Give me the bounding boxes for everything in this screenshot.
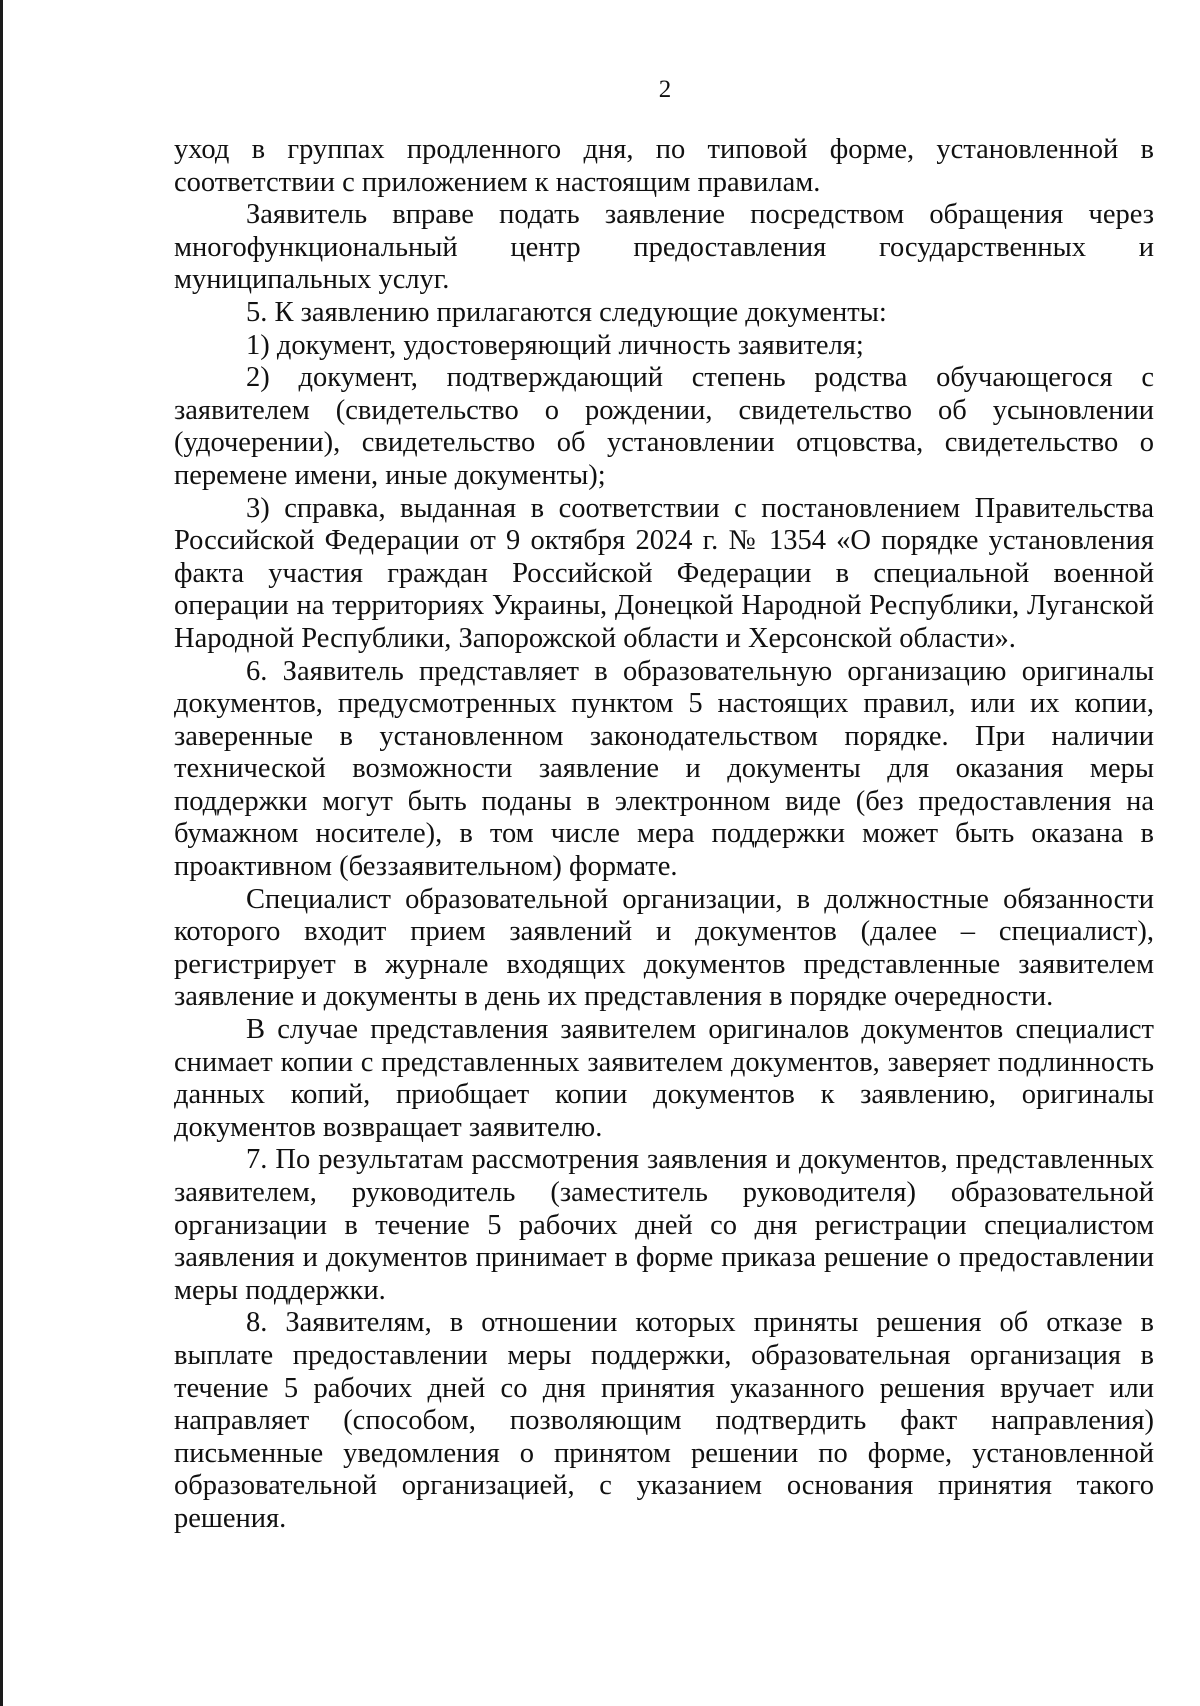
- paragraph-item-8: 8. Заявителям, в отношении которых приняты решения об отказе в выплате предоставлении меры поддержки, образовательная организация в течение 5 рабочих дней со дня принятия указанного решения вручает или направляет (способом, позволяющим подтвердить факт направления) письменные уведомления о принятом решении по форме, установленной образовательной организацией, с указанием основания принятия такого решения.: [174, 1307, 1154, 1534]
- paragraph-mfc-submission: Заявитель вправе подать заявление посредством обращения через многофункциональный центр предоставления государственных и муниципальных услуг.: [174, 199, 1154, 296]
- page-number: 2: [658, 76, 672, 103]
- paragraph-item-5: 5. К заявлению прилагаются следующие документы:: [246, 296, 887, 328]
- paragraph-item-6: 6. Заявитель представляет в образовательную организацию оригиналы документов, предусмотренных пунктом 5 настоящих правил, или их копии, заверенные в установленном законодательством порядке. При наличии технической возможности заявление и документы для оказания меры поддержки могут быть поданы в электронном виде (без предоставления на бумажном носителе), в том числе мера поддержки может быть оказана в проактивном (беззаявительном) формате.: [174, 655, 1154, 883]
- paragraph-item-5-2: 2) документ, подтверждающий степень родства обучающегося с заявителем (свидетельство о рождении, свидетельство об усыновлении (удочерении), свидетельство об установлении отцовства, свидетельство о перемене имени, иные документы);: [174, 362, 1154, 491]
- paragraph-continuation: уход в группах продленного дня, по типовой форме, установленной в соответствии с приложением к настоящим правилам.: [174, 134, 1154, 198]
- paragraph-item-5-3: 3) справка, выданная в соответствии с постановлением Правительства Российской Федерации от 9 октября 2024 г. № 1354 «О порядке установления факта участия граждан Российской Федерации в специальной военной операции на территориях Украины, Донецкой Народной Республики, Луганской Народной Республики, Запорожской области и Херсонской области».: [174, 492, 1154, 654]
- paragraph-item-7: 7. По результатам рассмотрения заявления и документов, представленных заявителем, руководитель (заместитель руководителя) образовательной организации в течение 5 рабочих дней со дня регистрации специалистом заявления и документов принимает в форме приказа решение о предоставлении меры поддержки.: [174, 1144, 1154, 1306]
- document-body: [174, 134, 1154, 1536]
- scan-edge-line: [0, 0, 3, 1706]
- paragraph-specialist: Специалист образовательной организации, в должностные обязанности которого входит прием заявлений и документов (далее – специалист), регистрирует в журнале входящих документов представленные заявителем заявление и документы в день их представления в порядке очередности.: [174, 883, 1154, 1013]
- paragraph-item-5-1: 1) документ, удостоверяющий личность заявителя;: [246, 329, 864, 361]
- paragraph-originals: В случае представления заявителем оригиналов документов специалист снимает копии с представленных заявителем документов, заверяет подлинность данных копий, приобщает копии документов к заявлению, оригиналы документов возвращает заявителю.: [174, 1014, 1154, 1143]
